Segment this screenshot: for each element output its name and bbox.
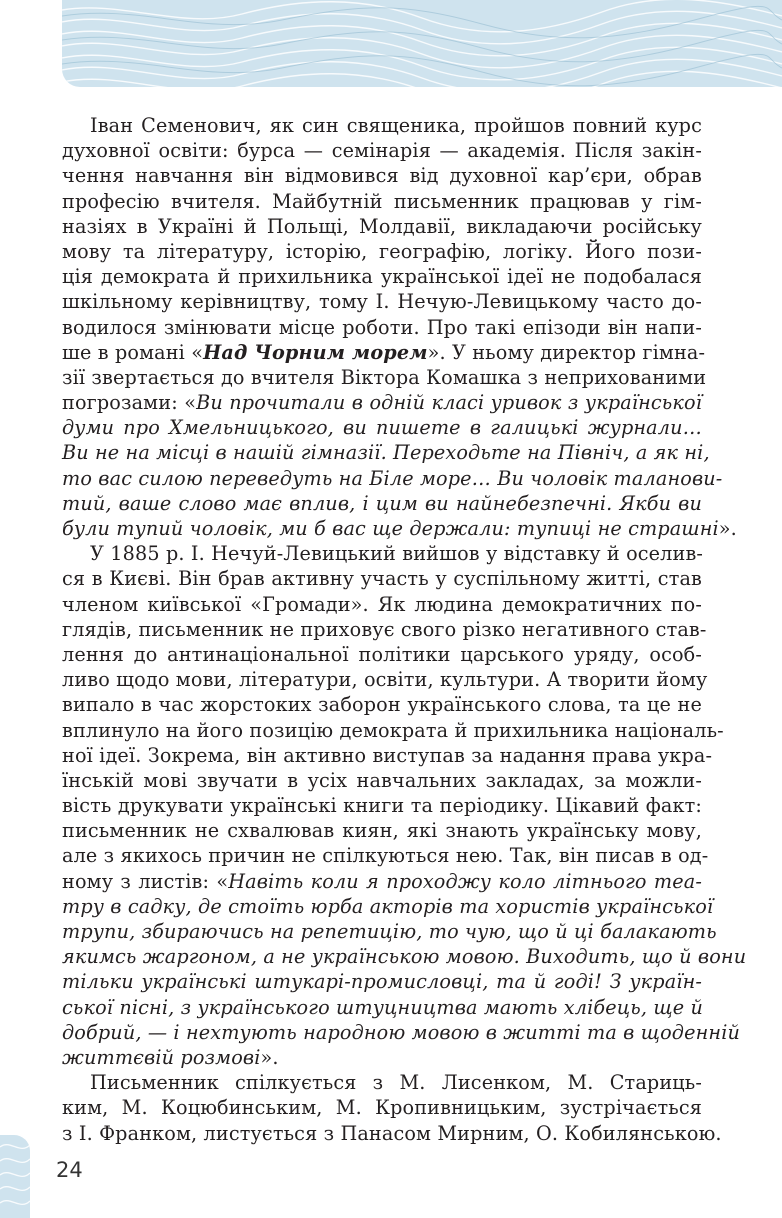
text-segment: вість друкувати українські книги та періодику. Цікавий факт: (62, 794, 702, 818)
text-line (62, 315, 702, 340)
text-line (62, 768, 702, 793)
text-line (62, 138, 702, 163)
text-segment: ному з листів: « (62, 869, 229, 893)
novel-title: Над Чорним морем (203, 340, 428, 364)
quotation-text: тру в садку, де стоїть юрба акторів та хористів української (62, 894, 714, 918)
text-segment: У 1885 р. І. Нечуй-Левицький вийшов у відставку й оселив- (90, 542, 704, 566)
text-line (62, 491, 702, 516)
text-segment: ». У ньому директор гімна- (427, 340, 706, 364)
text-line (62, 466, 723, 491)
text-line (62, 1045, 702, 1070)
text-line (62, 264, 702, 289)
text-segment: письменник не схвалював киян, які знають українську мову, (62, 819, 702, 843)
text-line (62, 642, 702, 667)
wave-pattern (62, 0, 782, 87)
quotation-text: Ви не на місці в нашій гімназії. Переходьте на Північ, а як ні, (62, 441, 710, 465)
text-line (62, 692, 702, 717)
text-line (62, 617, 707, 642)
text-line (62, 516, 737, 541)
quotation-text: життєвій розмові (62, 1045, 261, 1069)
text-line (62, 843, 709, 868)
text-line (62, 415, 702, 440)
text-segment: шкільному керівництву, тому І. Нечую-Левицькому часто до- (62, 290, 702, 314)
text-line (62, 944, 747, 969)
text-segment: ше в романі « (62, 340, 204, 364)
text-segment: випало в час жорстоких заборон українського слова, та це не (62, 693, 702, 717)
text-segment: вплинуло на його позицію демократа й прихильника національ- (62, 718, 724, 742)
quotation-text: ської пісні, з українського штуцництва мають хлібець, ще й (62, 995, 703, 1019)
text-segment: з І. Франком, листується з Панасом Мирним, О. Кобилянською. (62, 1121, 722, 1145)
text-line (62, 1121, 722, 1146)
quotation-text: Навіть коли я проходжу коло літнього теа- (228, 869, 702, 893)
text-segment: Іван Семенович, як син священика, пройшов повний курс (90, 114, 702, 137)
text-line (62, 718, 724, 743)
page-number: 24 (56, 1158, 83, 1182)
text-line (62, 592, 702, 617)
text-line (62, 1095, 702, 1120)
quotation-text: тий, ваше слово має вплив, і цим ви найнебезпечні. Якби ви (62, 491, 702, 515)
text-segment: ся в Києві. Він брав активну участь у суспільному житті, став (62, 567, 702, 591)
decorative-wave-banner (62, 0, 782, 87)
wave-pattern-small (0, 1135, 30, 1218)
text-line (62, 189, 702, 214)
text-segment: ». (260, 1045, 279, 1069)
text-line (62, 995, 702, 1020)
text-segment: але з якихось причин не спілкуються нею. Так, він писав в од- (62, 844, 709, 868)
text-line (62, 340, 706, 365)
text-segment: Письменник спілкується з М. Лисенком, М. Стариць- (90, 1071, 702, 1095)
text-line (62, 390, 702, 415)
text-line (62, 566, 702, 591)
text-line (62, 869, 702, 894)
text-line (62, 894, 714, 919)
text-line (62, 919, 717, 944)
text-segment: чення навчання він відмовився від духовної кар’єри, обрав (62, 164, 702, 188)
text-line (62, 239, 702, 264)
text-line (62, 365, 707, 390)
text-line (62, 793, 702, 818)
text-segment: водилося змінювати місце роботи. Про такі епізоди він напи- (62, 315, 702, 339)
text-segment: назіях в Україні й Польщі, Молдавії, викладаючи російську (62, 214, 702, 238)
text-segment: ливо щодо мови, літератури, освіти, культури. А творити йому (62, 668, 708, 692)
text-segment: глядів, письменник не приховує свого різко негативного став- (62, 617, 707, 641)
text-line (62, 818, 702, 843)
text-line (62, 541, 702, 566)
text-line (62, 113, 702, 138)
quotation-text: Ви прочитали в одній класі уривок з української (196, 391, 703, 415)
text-line (62, 969, 702, 994)
quotation-text: якимсь жаргоном, а не українською мовою. Виходить, що й вони (62, 945, 747, 969)
quotation-text: тільки українські штукарі-промисловці, та й годі! З україн- (62, 970, 702, 994)
text-line (62, 1020, 740, 1045)
text-line (62, 743, 713, 768)
text-segment: зії звертається до вчителя Віктора Комашка з неприхованими (62, 365, 707, 389)
quotation-text: добрий, — і нехтують народною мовою в житті та в щоденній (62, 1020, 740, 1044)
quotation-text: думи про Хмельницького, ви пишете в галицькі журнали… (62, 416, 702, 440)
text-segment: мову та літературу, історію, географію, логіку. Його пози- (62, 239, 702, 263)
text-line (62, 289, 702, 314)
text-segment: їнській мові звучати в усіх навчальних закладах, за можли- (62, 768, 702, 792)
quotation-text: то вас силою переведуть на Біле море… Ви чоловік таланови- (62, 466, 723, 490)
text-segment: ної ідеї. Зокрема, він активно виступав за надання права укра- (62, 743, 713, 767)
text-segment: лення до антинаціональної політики царського уряду, особ- (62, 642, 702, 666)
decorative-wave-strip (0, 1135, 30, 1218)
text-segment: ція демократа й прихильника української ідеї не подобалася (62, 265, 702, 289)
text-line (62, 667, 708, 692)
text-segment: професію вчителя. Майбутній письменник працював у гім- (62, 189, 702, 213)
text-line (62, 214, 702, 239)
text-segment: погрозами: « (62, 391, 197, 415)
quotation-text: трупи, збираючись на репетицію, то чую, що й ці балакають (62, 920, 717, 943)
text-line (62, 440, 710, 465)
text-segment: ». (718, 517, 737, 540)
text-segment: духовної освіти: бурса — семінарія — академія. Після закін- (62, 139, 702, 163)
text-segment: ким, М. Коцюбинським, М. Кропивницьким, зустрічається (62, 1096, 702, 1120)
quotation-text: були тупий чоловік, ми б вас ще держали: тупиці не страшні (62, 517, 719, 540)
text-line (62, 1070, 702, 1095)
text-segment: членом київської «Громади». Як людина демократичних по- (62, 592, 702, 616)
text-line (62, 163, 702, 188)
body-text (62, 113, 747, 1146)
